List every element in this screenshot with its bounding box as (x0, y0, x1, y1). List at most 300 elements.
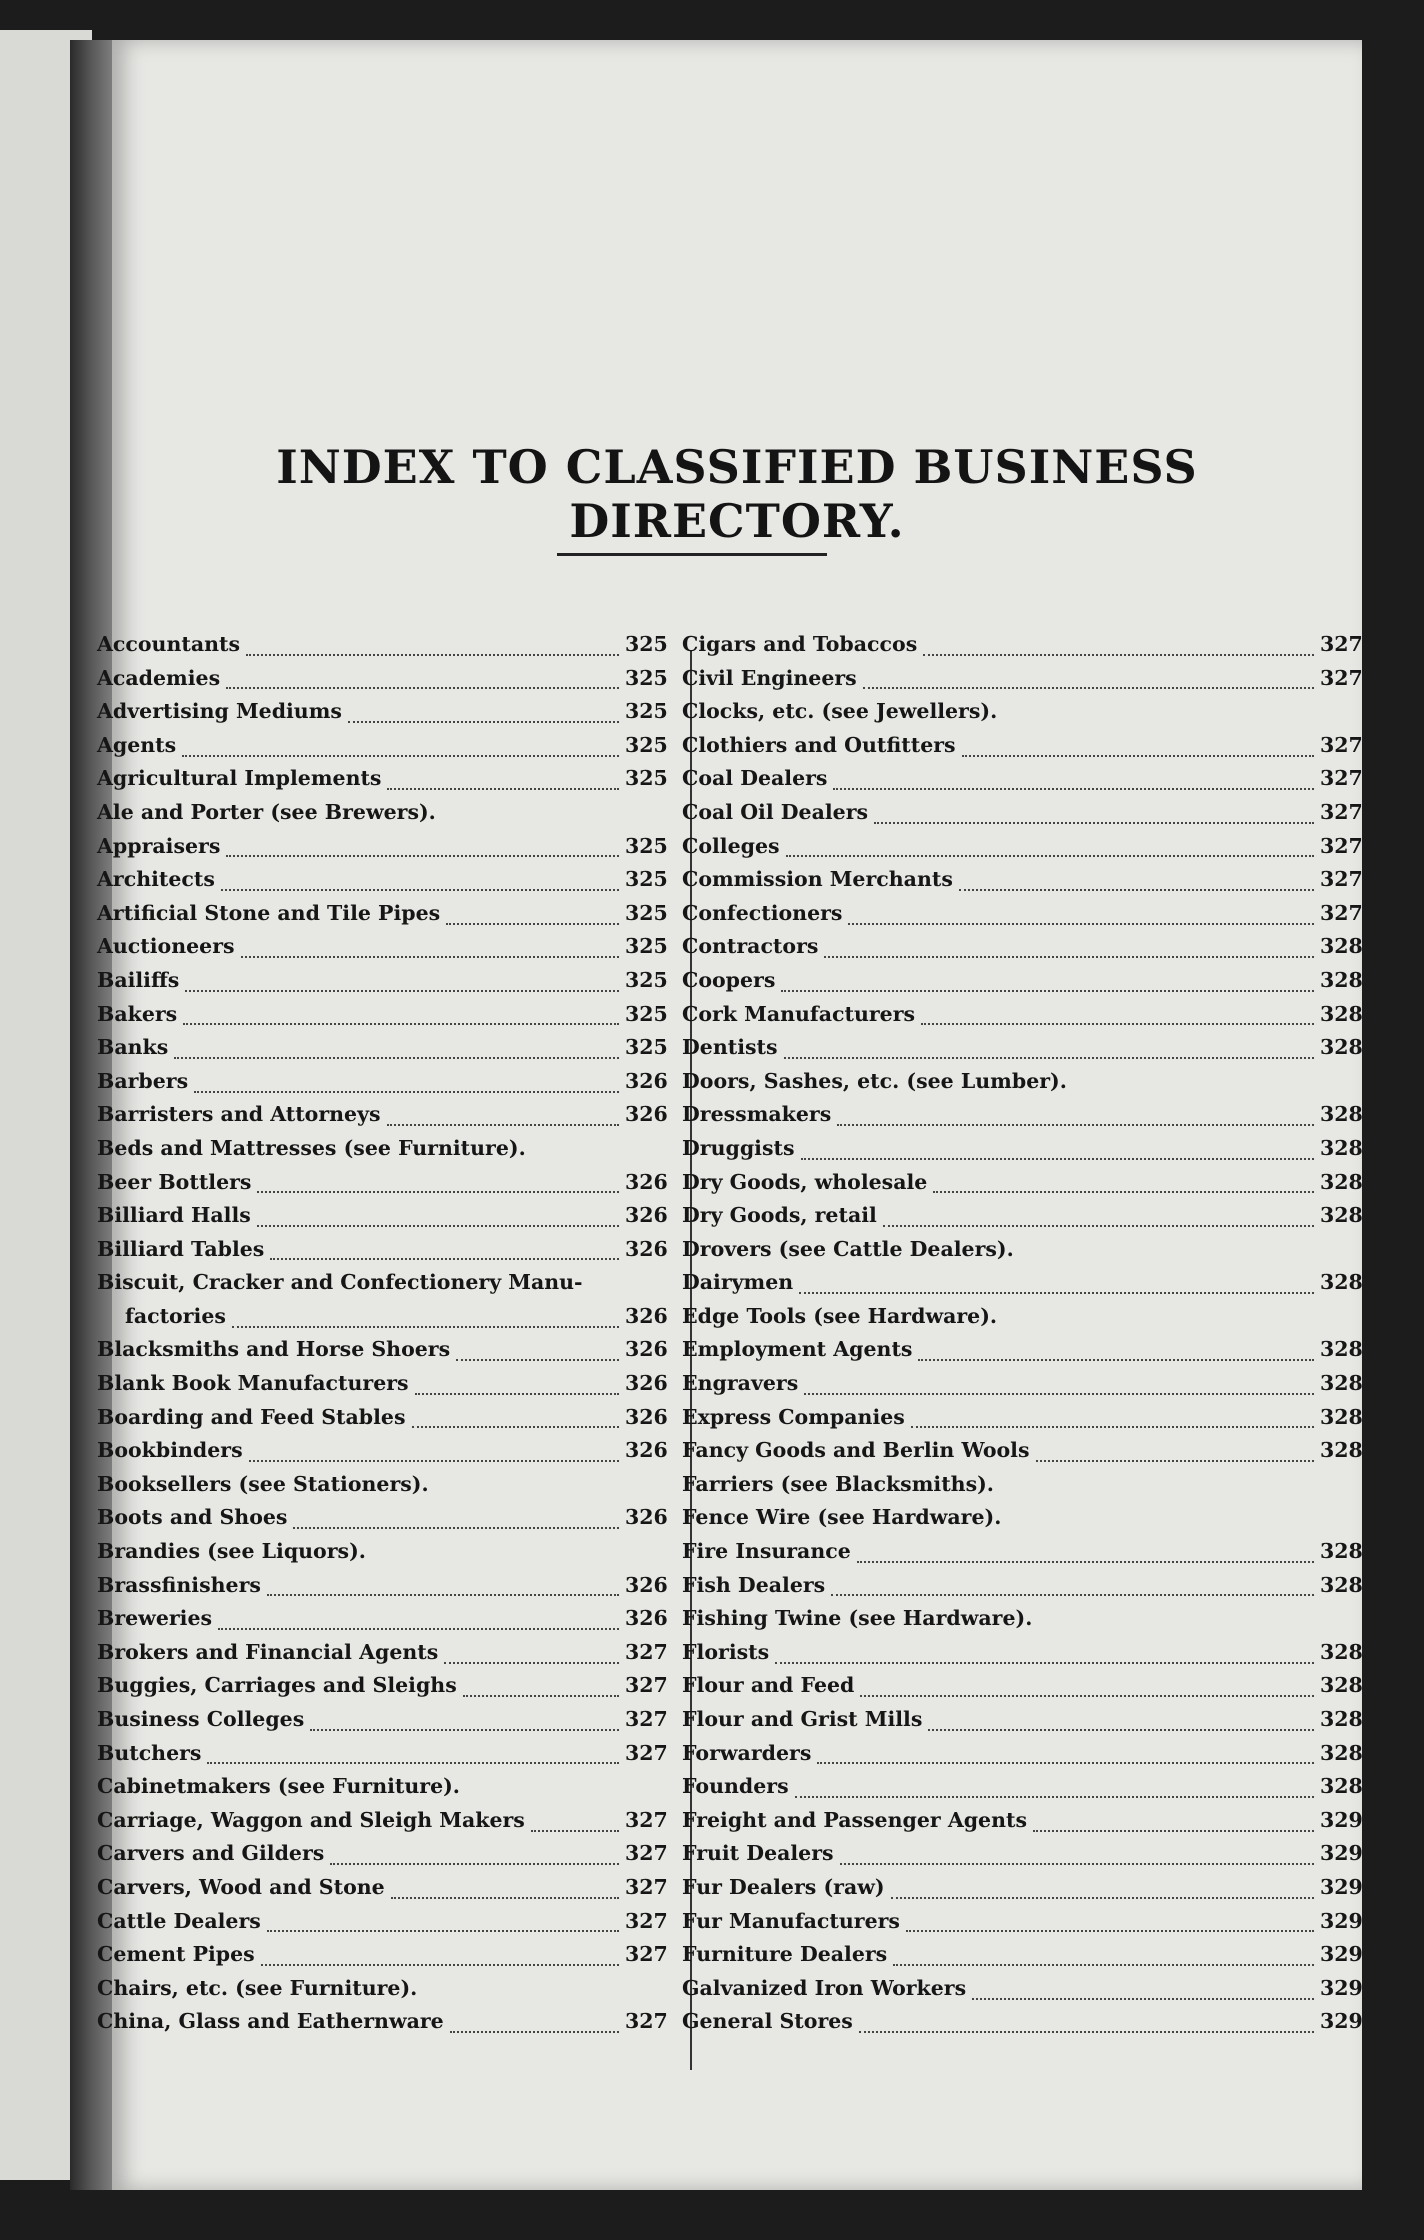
dot-leader (860, 1683, 1314, 1697)
dot-leader (786, 843, 1314, 857)
entry-page-number: 326 (625, 1337, 668, 1362)
entry-page-number: 326 (625, 1606, 668, 1631)
index-entry (97, 1300, 667, 1334)
entry-page-number: 325 (625, 833, 668, 858)
dot-leader (893, 1952, 1314, 1966)
dot-leader (804, 1381, 1314, 1395)
entry-page-number: 327 (625, 1639, 668, 1664)
entry-page-number: 326 (625, 1102, 668, 1127)
index-entry (97, 1972, 667, 2006)
dot-leader (257, 1213, 619, 1227)
entry-name: Fishing Twine (see Hardware). (682, 1606, 1033, 1631)
index-entry (682, 1669, 1362, 1703)
dot-leader (257, 1179, 619, 1193)
dot-leader (185, 978, 619, 992)
entry-name: Bakers (97, 1001, 178, 1026)
entry-page-number: 325 (625, 900, 668, 925)
entry-page-number: 328 (1320, 1371, 1363, 1396)
entry-page-number: 329 (1320, 1841, 1363, 1866)
dot-leader (921, 1011, 1314, 1025)
entry-name: Flour and Feed (682, 1673, 855, 1698)
entry-page-number: 327 (1320, 833, 1363, 858)
entry-name: China, Glass and Eathernware (97, 2009, 444, 2034)
entry-page-number: 325 (625, 934, 668, 959)
entry-name: Accountants (97, 632, 241, 656)
entry-name: Blank Book Manufacturers (97, 1371, 409, 1396)
entry-name: Auctioneers (97, 934, 235, 959)
dot-leader (911, 1414, 1314, 1428)
entry-page-number: 325 (625, 699, 668, 724)
entry-page-number: 327 (625, 1908, 668, 1933)
entry-name: Freight and Passenger Agents (682, 1807, 1028, 1832)
entry-page-number: 328 (1320, 934, 1363, 959)
dot-leader (874, 810, 1314, 824)
index-entry (682, 1098, 1362, 1132)
dot-leader (840, 1851, 1314, 1865)
entry-page-number: 328 (1320, 1337, 1363, 1362)
index-entry (682, 1804, 1362, 1838)
dot-leader (833, 776, 1314, 790)
index-entry (682, 729, 1362, 763)
index-entry (682, 1401, 1362, 1435)
entry-name: Fancy Goods and Berlin Wools (682, 1438, 1030, 1463)
entry-page-number: 325 (625, 632, 668, 656)
entry-page-number: 328 (1320, 1203, 1363, 1228)
index-entry (97, 662, 667, 696)
entry-name: Bookbinders (97, 1438, 243, 1463)
entry-page-number: 325 (625, 732, 668, 757)
index-column-left (97, 628, 667, 2039)
entry-page-number: 327 (625, 1673, 668, 1698)
entry-name: Farriers (see Blacksmiths). (682, 1471, 994, 1496)
index-entry (682, 1367, 1362, 1401)
index-entry (97, 1569, 667, 1603)
index-entry (97, 1837, 667, 1871)
title-rule (557, 553, 827, 556)
entry-name: Fur Manufacturers (682, 1908, 900, 1933)
index-entry (97, 830, 667, 864)
dot-leader (1036, 1448, 1315, 1462)
entry-page-number: 326 (625, 1404, 668, 1429)
index-entry (97, 1770, 667, 1804)
index-entry (682, 1233, 1362, 1267)
entry-name: Bailiffs (97, 967, 180, 992)
entry-name: Founders (682, 1774, 789, 1799)
dot-leader (817, 1750, 1314, 1764)
dot-leader (270, 1246, 619, 1260)
index-entry (97, 1905, 667, 1939)
dot-leader (450, 2019, 619, 2033)
entry-page-number: 327 (625, 2009, 668, 2034)
index-entry (682, 1636, 1362, 1670)
entry-name: Billiard Halls (97, 1203, 251, 1228)
entry-name: Clothiers and Outfitters (682, 732, 956, 757)
index-entry (97, 1199, 667, 1233)
index-entry (682, 1031, 1362, 1065)
entry-page-number: 329 (1320, 2009, 1363, 2034)
index-entry (682, 1972, 1362, 2006)
entry-page-number: 329 (1320, 1807, 1363, 1832)
entry-page-number: 328 (1320, 1404, 1363, 1429)
entry-page-number: 326 (625, 1303, 668, 1328)
index-entry (97, 1065, 667, 1099)
index-entry (682, 930, 1362, 964)
entry-name: Commission Merchants (682, 867, 953, 892)
dot-leader (387, 1112, 619, 1126)
entry-name: Furniture Dealers (682, 1942, 888, 1967)
dot-leader (293, 1515, 619, 1529)
index-entry (682, 1065, 1362, 1099)
entry-page-number: 328 (1320, 1774, 1363, 1799)
dot-leader (221, 877, 619, 891)
entry-page-number: 328 (1320, 1740, 1363, 1765)
dot-leader (784, 1045, 1314, 1059)
dot-leader (232, 1314, 619, 1328)
entry-page-number: 328 (1320, 1438, 1363, 1463)
entry-page-number: 328 (1320, 1135, 1363, 1160)
dot-leader (857, 1549, 1314, 1563)
entry-page-number: 328 (1320, 1035, 1363, 1060)
entry-name: Booksellers (see Stationers). (97, 1471, 429, 1496)
page-title: INDEX TO CLASSIFIED BUSINESS DIRECTORY. (276, 440, 1198, 548)
index-entry (682, 1602, 1362, 1636)
entry-name: Academies (97, 665, 221, 690)
index-entry (682, 897, 1362, 931)
entry-name: Fur Dealers (raw) (682, 1874, 885, 1899)
entry-page-number: 327 (625, 1841, 668, 1866)
index-entry (97, 1166, 667, 1200)
entry-name: Cement Pipes (97, 1942, 255, 1967)
entry-name: Agents (97, 732, 177, 757)
entry-page-number: 325 (625, 1001, 668, 1026)
index-entry (682, 1199, 1362, 1233)
dot-leader (799, 1280, 1314, 1294)
entry-name: General Stores (682, 2009, 853, 2034)
entry-page-number: 328 (1320, 1001, 1363, 1026)
index-entry (682, 796, 1362, 830)
index-entry (682, 998, 1362, 1032)
entry-page-number: 327 (1320, 900, 1363, 925)
index-entry (97, 1804, 667, 1838)
dot-leader (182, 743, 619, 757)
dot-leader (183, 1011, 619, 1025)
entry-name: Cattle Dealers (97, 1908, 261, 1933)
dot-leader (959, 877, 1314, 891)
entry-name: Fence Wire (see Hardware). (682, 1505, 1002, 1530)
entry-page-number: 326 (625, 1572, 668, 1597)
entry-name: Civil Engineers (682, 665, 857, 690)
entry-name: Business Colleges (97, 1707, 305, 1731)
entry-name: Drovers (see Cattle Dealers). (682, 1236, 1014, 1261)
index-entry (97, 1535, 667, 1569)
entry-name: Confectioners (682, 900, 843, 925)
dot-leader (1033, 1818, 1314, 1832)
entry-page-number: 327 (1320, 732, 1363, 757)
entry-name: Brokers and Financial Agents (97, 1639, 439, 1664)
dot-leader (824, 944, 1314, 958)
entry-name: Coopers (682, 967, 776, 992)
entry-page-number: 328 (1320, 1270, 1363, 1295)
dot-leader (444, 1650, 619, 1664)
entry-name: Blacksmiths and Horse Shoers (97, 1337, 451, 1362)
dot-leader (446, 911, 619, 925)
entry-name: Dairymen (682, 1270, 794, 1295)
index-entry (97, 897, 667, 931)
index-entry (97, 2005, 667, 2039)
entry-page-number: 325 (625, 867, 668, 892)
index-entry (682, 1300, 1362, 1334)
index-entry (97, 729, 667, 763)
entry-name: Banks (97, 1035, 169, 1060)
entry-page-number: 326 (625, 1371, 668, 1396)
entry-name: Beer Bottlers (97, 1169, 252, 1194)
index-entry (97, 1602, 667, 1636)
entry-page-number: 328 (1320, 1539, 1363, 1564)
entry-name: Florists (682, 1639, 770, 1664)
dot-leader (194, 1079, 619, 1093)
entry-page-number: 327 (1320, 766, 1363, 791)
entry-name: Chairs, etc. (see Furniture). (97, 1975, 418, 2000)
entry-name: Artificial Stone and Tile Pipes (97, 900, 441, 925)
index-entry (682, 1770, 1362, 1804)
index-entry (97, 1468, 667, 1502)
entry-page-number: 328 (1320, 1169, 1363, 1194)
entry-name: Boots and Shoes (97, 1505, 288, 1530)
entry-name: Fruit Dealers (682, 1841, 834, 1866)
dot-leader (330, 1851, 619, 1865)
entry-page-number: 327 (1320, 867, 1363, 892)
dot-leader (387, 776, 619, 790)
entry-name: Barristers and Attorneys (97, 1102, 381, 1127)
entry-name: Butchers (97, 1740, 202, 1765)
index-entry (97, 1938, 667, 1972)
entry-page-number: 326 (625, 1068, 668, 1093)
index-entry (682, 628, 1362, 662)
index-entry (682, 863, 1362, 897)
index-entry (97, 1669, 667, 1703)
entry-name: Ale and Porter (see Brewers). (97, 799, 436, 824)
index-entry (97, 762, 667, 796)
entry-name: Advertising Mediums (97, 699, 342, 724)
entry-name: Brassfinishers (97, 1572, 261, 1597)
index-entry (682, 662, 1362, 696)
entry-name: Colleges (682, 833, 780, 858)
dot-leader (795, 1784, 1314, 1798)
index-entry (682, 1132, 1362, 1166)
entry-page-number: 327 (625, 1807, 668, 1832)
entry-name: Engravers (682, 1371, 799, 1396)
entry-page-number: 326 (625, 1438, 668, 1463)
dot-leader (775, 1650, 1314, 1664)
dot-leader (972, 1986, 1314, 2000)
dot-leader (531, 1818, 619, 1832)
dot-leader (923, 642, 1314, 656)
entry-name: Cork Manufacturers (682, 1001, 916, 1026)
dot-leader (962, 743, 1314, 757)
entry-name: Druggists (682, 1135, 795, 1160)
index-entry (682, 1871, 1362, 1905)
entry-name: Biscuit, Cracker and Confectionery Manu- (97, 1270, 583, 1295)
dot-leader (218, 1616, 619, 1630)
entry-name: Breweries (97, 1606, 213, 1631)
entry-page-number: 329 (1320, 1874, 1363, 1899)
entry-page-number: 329 (1320, 1942, 1363, 1967)
index-entry (97, 998, 667, 1032)
index-entry (97, 1098, 667, 1132)
entry-page-number: 327 (625, 1942, 668, 1967)
entry-page-number: 325 (625, 766, 668, 791)
dot-leader (174, 1045, 619, 1059)
index-entry (682, 2005, 1362, 2039)
entry-page-number: 328 (1320, 1673, 1363, 1698)
dot-leader (933, 1179, 1314, 1193)
dot-leader (848, 911, 1314, 925)
entry-name: Fire Insurance (682, 1539, 851, 1564)
entry-name: Billiard Tables (97, 1236, 265, 1261)
index-entry (682, 1535, 1362, 1569)
index-entry (97, 1031, 667, 1065)
dot-leader (241, 944, 619, 958)
dot-leader (226, 843, 619, 857)
entry-name: factories (125, 1303, 226, 1328)
entry-page-number: 328 (1320, 1102, 1363, 1127)
entry-page-number: 326 (625, 1203, 668, 1228)
index-entry (97, 1233, 667, 1267)
entry-name: Galvanized Iron Workers (682, 1975, 967, 2000)
index-entry (97, 1401, 667, 1435)
entry-name: Dry Goods, retail (682, 1203, 877, 1228)
entry-name: Forwarders (682, 1740, 812, 1765)
dot-leader (781, 978, 1314, 992)
entry-page-number: 329 (1320, 1975, 1363, 2000)
entry-name: Clocks, etc. (see Jewellers). (682, 699, 998, 724)
entry-name: Dressmakers (682, 1102, 832, 1127)
index-entry (682, 1333, 1362, 1367)
entry-page-number: 328 (1320, 1639, 1363, 1664)
index-entry (97, 930, 667, 964)
entry-name: Carvers, Wood and Stone (97, 1874, 385, 1899)
entry-name: Agricultural Implements (97, 766, 382, 791)
entry-name: Dry Goods, wholesale (682, 1169, 928, 1194)
entry-name: Contractors (682, 934, 819, 959)
entry-name: Buggies, Carriages and Sleighs (97, 1673, 457, 1698)
index-entry (97, 1434, 667, 1468)
dot-leader (391, 1885, 619, 1899)
dot-leader (310, 1717, 619, 1731)
entry-page-number: 327 (625, 1874, 668, 1899)
entry-name: Barbers (97, 1068, 189, 1093)
entry-name: Appraisers (97, 833, 221, 858)
index-entry (682, 830, 1362, 864)
dot-leader (249, 1448, 619, 1462)
entry-name: Doors, Sashes, etc. (see Lumber). (682, 1068, 1067, 1093)
dot-leader (267, 1918, 619, 1932)
index-entry (97, 1367, 667, 1401)
entry-page-number: 327 (625, 1740, 668, 1765)
index-entry (97, 1737, 667, 1771)
index-entry (97, 863, 667, 897)
index-entry (682, 1938, 1362, 1972)
index-entry (682, 1266, 1362, 1300)
dot-leader (891, 1885, 1314, 1899)
dot-leader (918, 1347, 1314, 1361)
entry-name: Beds and Mattresses (see Furniture). (97, 1135, 526, 1160)
index-entry (97, 1636, 667, 1670)
entry-name: Flour and Grist Mills (682, 1707, 923, 1731)
index-entry (97, 695, 667, 729)
entry-page-number: 325 (625, 967, 668, 992)
index-entry (97, 964, 667, 998)
index-column-right (682, 628, 1362, 2039)
entry-name: Boarding and Feed Stables (97, 1404, 406, 1429)
dot-leader (456, 1347, 619, 1361)
index-entry (97, 1501, 667, 1535)
dot-leader (831, 1582, 1314, 1596)
entry-name: Carriage, Waggon and Sleigh Makers (97, 1807, 525, 1832)
index-entry (682, 1468, 1362, 1502)
entry-page-number: 329 (1320, 1908, 1363, 1933)
dot-leader (837, 1112, 1314, 1126)
dot-leader (246, 642, 619, 656)
entry-page-number: 326 (625, 1236, 668, 1261)
entry-page-number: 327 (1320, 665, 1363, 690)
dot-leader (928, 1717, 1314, 1731)
index-entry (682, 762, 1362, 796)
index-entry (97, 1132, 667, 1166)
entry-name: Cabinetmakers (see Furniture). (97, 1774, 460, 1799)
dot-leader (801, 1146, 1315, 1160)
entry-name: Architects (97, 867, 215, 892)
entry-page-number: 326 (625, 1169, 668, 1194)
dot-leader (348, 709, 619, 723)
entry-name: Edge Tools (see Hardware). (682, 1303, 998, 1328)
entry-name: Employment Agents (682, 1337, 913, 1362)
index-entry (682, 695, 1362, 729)
dot-leader (463, 1683, 619, 1697)
entry-page-number: 326 (625, 1505, 668, 1530)
entry-name: Express Companies (682, 1404, 905, 1429)
dot-leader (267, 1582, 619, 1596)
index-entry (682, 964, 1362, 998)
index-entry (682, 1569, 1362, 1603)
entry-page-number: 328 (1320, 967, 1363, 992)
index-entry (97, 1703, 667, 1737)
index-entry (682, 1501, 1362, 1535)
index-entry (97, 1871, 667, 1905)
index-entry (682, 1166, 1362, 1200)
entry-name: Cigars and Tobaccos (682, 632, 918, 656)
entry-page-number: 327 (625, 1707, 668, 1731)
entry-name: Coal Dealers (682, 766, 828, 791)
entry-page-number: 327 (1320, 799, 1363, 824)
entry-page-number: 328 (1320, 1707, 1363, 1731)
dot-leader (261, 1952, 619, 1966)
entry-name: Fish Dealers (682, 1572, 826, 1597)
dot-leader (412, 1414, 620, 1428)
entry-name: Brandies (see Liquors). (97, 1539, 366, 1564)
directory-page (97, 40, 1363, 2190)
entry-name: Carvers and Gilders (97, 1841, 325, 1866)
index-entry (682, 1737, 1362, 1771)
index-entry (97, 628, 667, 662)
index-entry (682, 1837, 1362, 1871)
entry-page-number: 327 (1320, 632, 1363, 656)
entry-page-number: 325 (625, 1035, 668, 1060)
dot-leader (226, 675, 619, 689)
dot-leader (859, 2019, 1314, 2033)
dot-leader (906, 1918, 1314, 1932)
entry-name: Dentists (682, 1035, 778, 1060)
